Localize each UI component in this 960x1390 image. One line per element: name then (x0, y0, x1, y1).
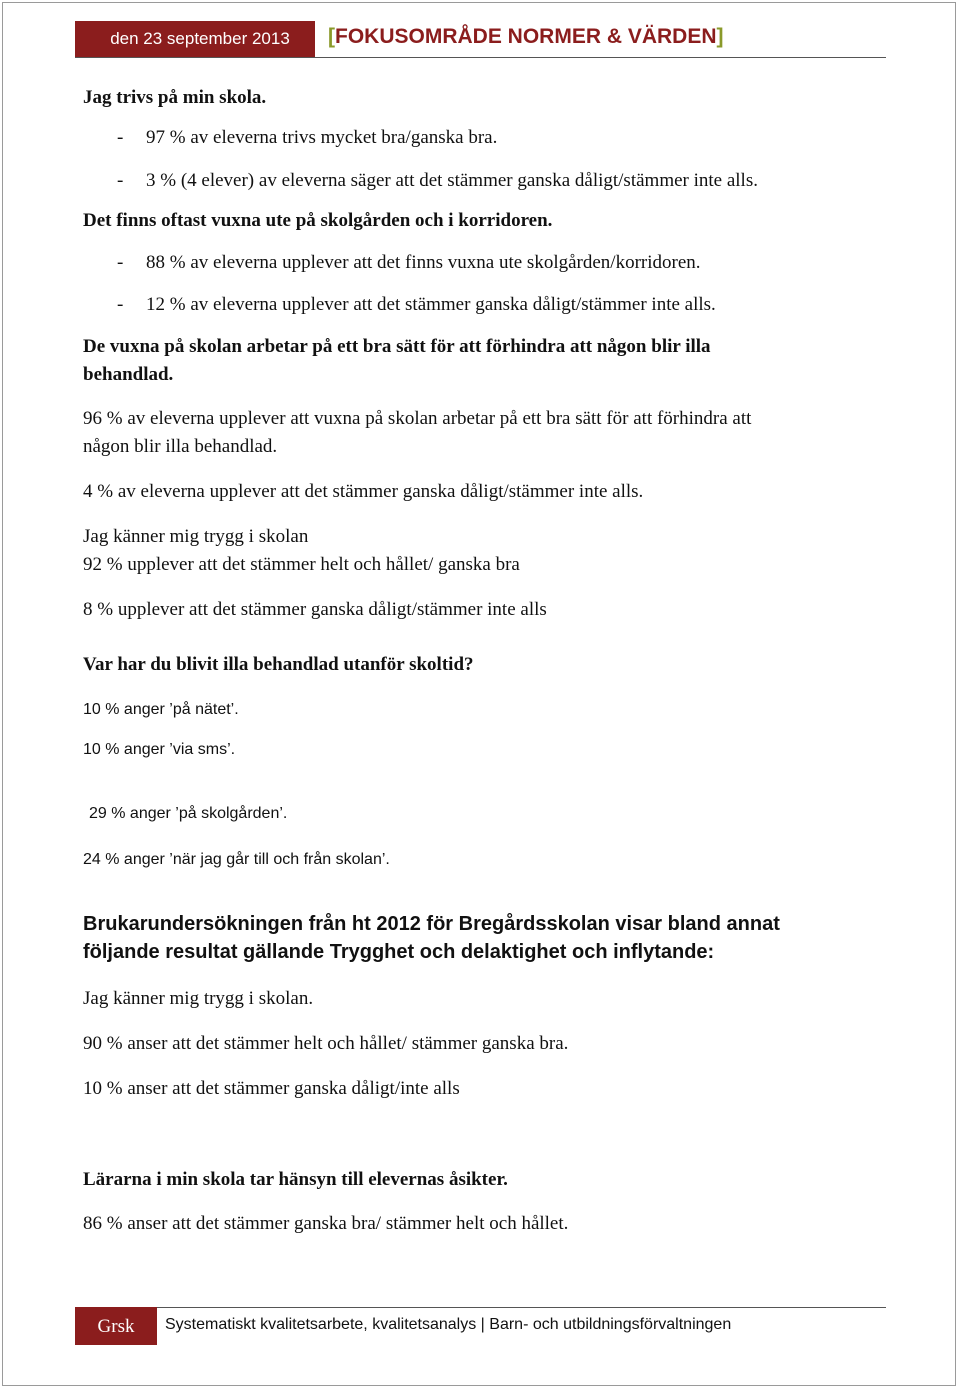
paragraph-10: 10 % anser att det stämmer ganska dåligt/inte alls (83, 1078, 460, 1099)
header-title (328, 25, 724, 49)
answer-natet: 10 % anger ’på nätet’. (83, 701, 239, 718)
bullet-dash: - (117, 252, 124, 273)
heading-utanfor-skoltid: Var har du blivit illa behandlad utanför skoltid? (83, 654, 474, 675)
header-rule (75, 57, 886, 58)
footer-text: Systematiskt kvalitetsarbete, kvalitetsanalys | Barn- och utbildningsförvaltningen (165, 1316, 732, 1333)
paragraph-8: 8 % upplever att det stämmer ganska dåligt/stämmer inte alls (83, 599, 547, 620)
list-item: 88 % av eleverna upplever att det finns vuxna ute skolgården/korridoren. (146, 252, 701, 273)
heading-brukarundersokning-line1: Brukarundersökningen från ht 2012 för Bregårdsskolan visar bland annat (83, 913, 780, 935)
heading-trygg-2012: Jag känner mig trygg i skolan. (83, 988, 314, 1009)
footer-rule (157, 1307, 886, 1308)
paragraph-4: 4 % av eleverna upplever att det stämmer ganska dåligt/stämmer inte alls. (83, 481, 644, 502)
heading-trivs: Jag trivs på min skola. (83, 87, 267, 108)
paragraph-96-line1: 96 % av eleverna upplever att vuxna på skolan arbetar på ett bra sätt för att förhindra att (83, 408, 752, 429)
answer-sms: 10 % anger ’via sms’. (83, 741, 236, 758)
header-title-text: FOKUSOMRÅDE NORMER & VÄRDEN (335, 25, 717, 48)
heading-forhindra-line1: De vuxna på skolan arbetar på ett bra sätt för att förhindra att någon blir illa (83, 336, 711, 357)
paragraph-86: 86 % anser att det stämmer ganska bra/ stämmer helt och hållet. (83, 1213, 569, 1234)
paragraph-90: 90 % anser att det stämmer helt och hållet/ stämmer ganska bra. (83, 1033, 569, 1054)
bullet-dash: - (117, 170, 124, 191)
list-item: 3 % (4 elever) av eleverna säger att det stämmer ganska dåligt/stämmer inte alls. (146, 170, 758, 191)
footer-logo: Grsk (75, 1307, 157, 1345)
list-item: 97 % av eleverna trivs mycket bra/ganska bra. (146, 127, 498, 148)
heading-forhindra-line2: behandlad. (83, 364, 174, 385)
paragraph-92: 92 % upplever att det stämmer helt och hållet/ ganska bra (83, 554, 520, 575)
header-bracket-open: [ (328, 25, 335, 48)
answer-skolgarden: 29 % anger ’på skolgården’. (89, 805, 288, 822)
header-bracket-close: ] (716, 25, 724, 48)
heading-brukarundersokning-line2: följande resultat gällande Trygghet och delaktighet och inflytande: (83, 941, 715, 963)
bullet-dash: - (117, 127, 124, 148)
list-item: 12 % av eleverna upplever att det stämmer ganska dåligt/stämmer inte alls. (146, 294, 716, 315)
heading-trygg: Jag känner mig trygg i skolan (83, 526, 309, 547)
paragraph-96-line2: någon blir illa behandlad. (83, 436, 278, 457)
header-date: den 23 september 2013 (75, 21, 315, 57)
bullet-dash: - (117, 294, 124, 315)
heading-lararna: Lärarna i min skola tar hänsyn till elevernas åsikter. (83, 1169, 508, 1190)
answer-till-fran-skolan: 24 % anger ’när jag går till och från skolan’. (83, 851, 390, 868)
heading-vuxna-ute: Det finns oftast vuxna ute på skolgården och i korridoren. (83, 210, 553, 231)
